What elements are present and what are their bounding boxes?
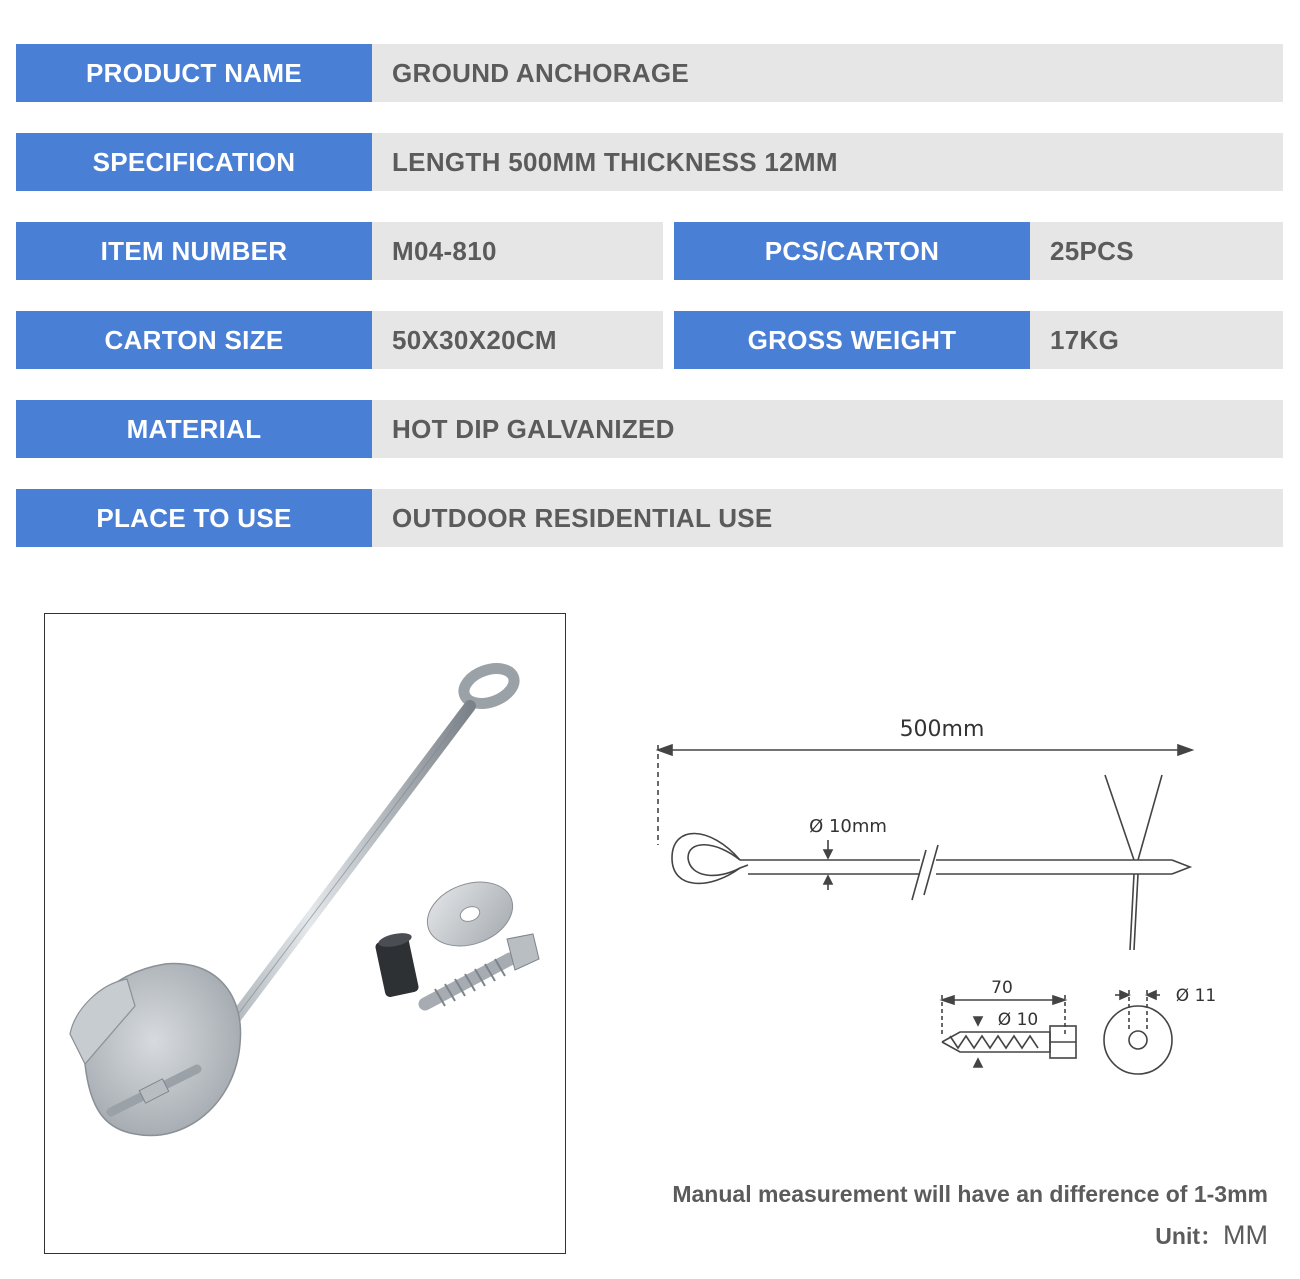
length-dimension: 500mm — [899, 717, 985, 742]
product-name-label: PRODUCT NAME — [16, 44, 372, 102]
place-to-use-value: OUTDOOR RESIDENTIAL USE — [372, 489, 1283, 547]
ground-anchor-illustration — [45, 614, 564, 1252]
carton-size-label: CARTON SIZE — [16, 311, 372, 369]
screw-length-label: 70 — [991, 978, 1013, 998]
pcs-carton-value: 25PCS — [1030, 222, 1283, 280]
pcs-carton-label: PCS/CARTON — [674, 222, 1030, 280]
item-number-value: M04-810 — [372, 222, 663, 280]
material-label: MATERIAL — [16, 400, 372, 458]
rod-diameter-label: Ø 10mm — [809, 816, 887, 837]
spec-row-carton-size — [16, 311, 1283, 369]
material-value: HOT DIP GALVANIZED — [372, 400, 1283, 458]
specification-value: LENGTH 500MM THICKNESS 12MM — [372, 133, 1283, 191]
unit-value: MM — [1223, 1220, 1268, 1250]
dimension-drawing — [600, 690, 1280, 1090]
unit-label: Unit： — [1155, 1223, 1224, 1249]
specification-label: SPECIFICATION — [16, 133, 372, 191]
dimension-diagram — [600, 690, 1280, 1090]
screw-diameter-label: Ø 10 — [997, 1010, 1039, 1030]
spec-row-place-to-use — [16, 489, 1283, 547]
gross-weight-value: 17KG — [1030, 311, 1283, 369]
place-to-use-label: PLACE TO USE — [16, 489, 372, 547]
spec-row-product-name — [16, 44, 1283, 102]
spec-row-specification — [16, 133, 1283, 191]
unit-line — [1155, 1218, 1268, 1251]
item-number-label: ITEM NUMBER — [16, 222, 372, 280]
washer-hole-label: Ø 11 — [1175, 986, 1217, 1006]
spec-row-material — [16, 400, 1283, 458]
carton-size-value: 50X30X20CM — [372, 311, 663, 369]
gross-weight-label: GROSS WEIGHT — [674, 311, 1030, 369]
product-photo — [44, 613, 566, 1254]
product-name-value: GROUND ANCHORAGE — [372, 44, 1283, 102]
spec-row-item-number — [16, 222, 1283, 280]
measurement-note: Manual measurement will have an difference of 1-3mm — [672, 1181, 1268, 1207]
